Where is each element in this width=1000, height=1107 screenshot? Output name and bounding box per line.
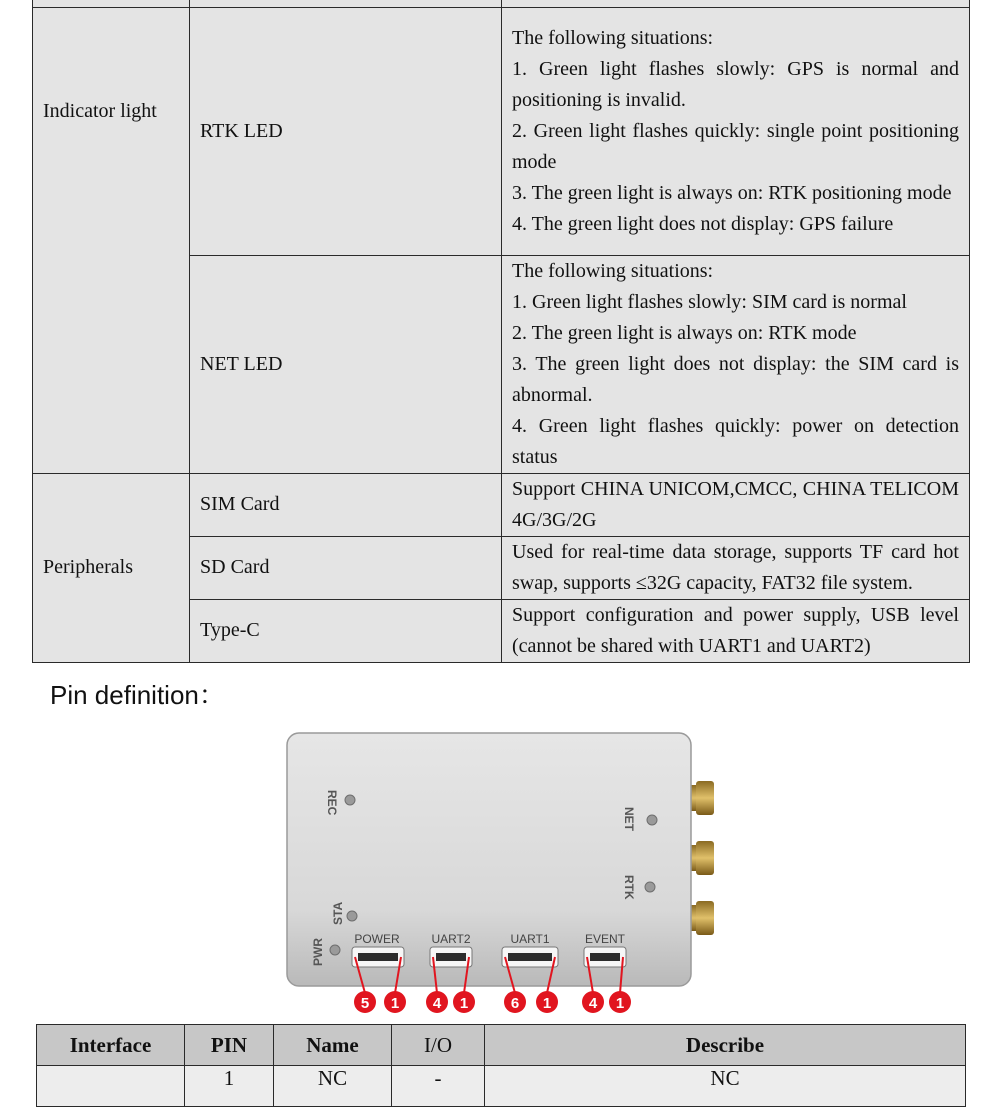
sta-label: STA (331, 901, 345, 925)
rec-led-icon (345, 795, 355, 805)
header-describe: Describe (485, 1025, 966, 1066)
type-c-description: Support configuration and power supply, USB level (cannot be shared with UART1 and UART2) (502, 599, 970, 662)
rtk-label: RTK (622, 875, 636, 900)
uart2-port-label: UART2 (431, 932, 471, 946)
spec-cell (190, 0, 502, 7)
table-row (33, 473, 970, 536)
description-line: 1. Green light flashes slowly: SIM card is normal (512, 290, 907, 313)
power-connector (352, 947, 404, 967)
event-pin-marker: 4 (588, 995, 598, 1012)
pin-table (36, 1024, 966, 1107)
rec-label: REC (325, 790, 339, 816)
item-rtk-led: RTK LED (190, 7, 502, 255)
net-led-description (502, 255, 970, 473)
uart1-port-label: UART1 (510, 932, 550, 946)
description-line: 4. The green light does not display: GPS failure (512, 212, 894, 235)
event-pin-marker: 1 (615, 995, 625, 1012)
item-type-c: Type-C (190, 599, 502, 662)
item-sd-card: SD Card (190, 536, 502, 599)
cell-name: NC (274, 1066, 392, 1107)
cell-pin: 1 (185, 1066, 274, 1107)
description-line: The following situations: (512, 26, 714, 49)
rtk-led-description (502, 7, 970, 255)
net-led-icon (647, 815, 657, 825)
item-sim-card: SIM Card (190, 473, 502, 536)
rtk-led-icon (645, 882, 655, 892)
uart2-connector (430, 947, 472, 967)
pin-definition-heading: Pin definition： (50, 680, 225, 710)
table-header-row (37, 1025, 966, 1066)
cell-interface (37, 1066, 185, 1107)
description-line: 3. The green light is always on: RTK positioning mode (512, 181, 952, 204)
power-pin-marker: 5 (360, 995, 370, 1012)
table-row (33, 7, 970, 255)
table-row (33, 0, 970, 7)
header-io: I/O (392, 1025, 485, 1066)
category-indicator-light: Indicator light (33, 7, 190, 473)
device-body (287, 733, 691, 986)
header-name: Name (274, 1025, 392, 1066)
sta-led-icon (347, 911, 357, 921)
spec-cell (502, 0, 970, 7)
cell-describe: NC (485, 1066, 966, 1107)
spec-table (32, 0, 970, 663)
sd-card-description: Used for real-time data storage, supports TF card hot swap, supports ≤32G capacity, FAT32 file system. (502, 536, 970, 599)
uart1-pin-marker: 1 (542, 995, 552, 1012)
table-row (37, 1066, 966, 1107)
uart2-pin-marker: 1 (459, 995, 469, 1012)
description-line: 3. The green light does not display: the SIM card is abnormal. (512, 352, 959, 406)
header-pin: PIN (185, 1025, 274, 1066)
event-port-label: EVENT (584, 932, 626, 946)
antenna-connector (688, 781, 714, 815)
power-port-label: POWER (354, 932, 400, 946)
uart1-connector (502, 947, 558, 967)
sim-card-description: Support CHINA UNICOM,CMCC, CHINA TELICOM 4G/3G/2G (502, 473, 970, 536)
description-line: 2. Green light flashes quickly: single point positioning mode (512, 119, 959, 173)
item-net-led: NET LED (190, 255, 502, 473)
header-interface: Interface (37, 1025, 185, 1066)
spec-cell (33, 0, 190, 7)
description-line: The following situations: (512, 259, 714, 282)
uart1-pin-marker: 6 (510, 995, 520, 1012)
device-illustration (0, 725, 1000, 1020)
net-label: NET (622, 807, 636, 831)
antenna-connector (688, 901, 714, 935)
pwr-led-icon (330, 945, 340, 955)
description-line: 4. Green light flashes quickly: power on detection status (512, 414, 959, 468)
event-connector (584, 947, 626, 967)
description-line: 1. Green light flashes slowly: GPS is normal and positioning is invalid. (512, 57, 959, 111)
uart2-pin-marker: 4 (432, 995, 442, 1012)
category-peripherals: Peripherals (33, 473, 190, 662)
pwr-label: PWR (311, 938, 325, 966)
antenna-connector (688, 841, 714, 875)
description-line: 2. The green light is always on: RTK mode (512, 321, 857, 344)
power-pin-marker: 1 (390, 995, 400, 1012)
cell-io: - (392, 1066, 485, 1107)
